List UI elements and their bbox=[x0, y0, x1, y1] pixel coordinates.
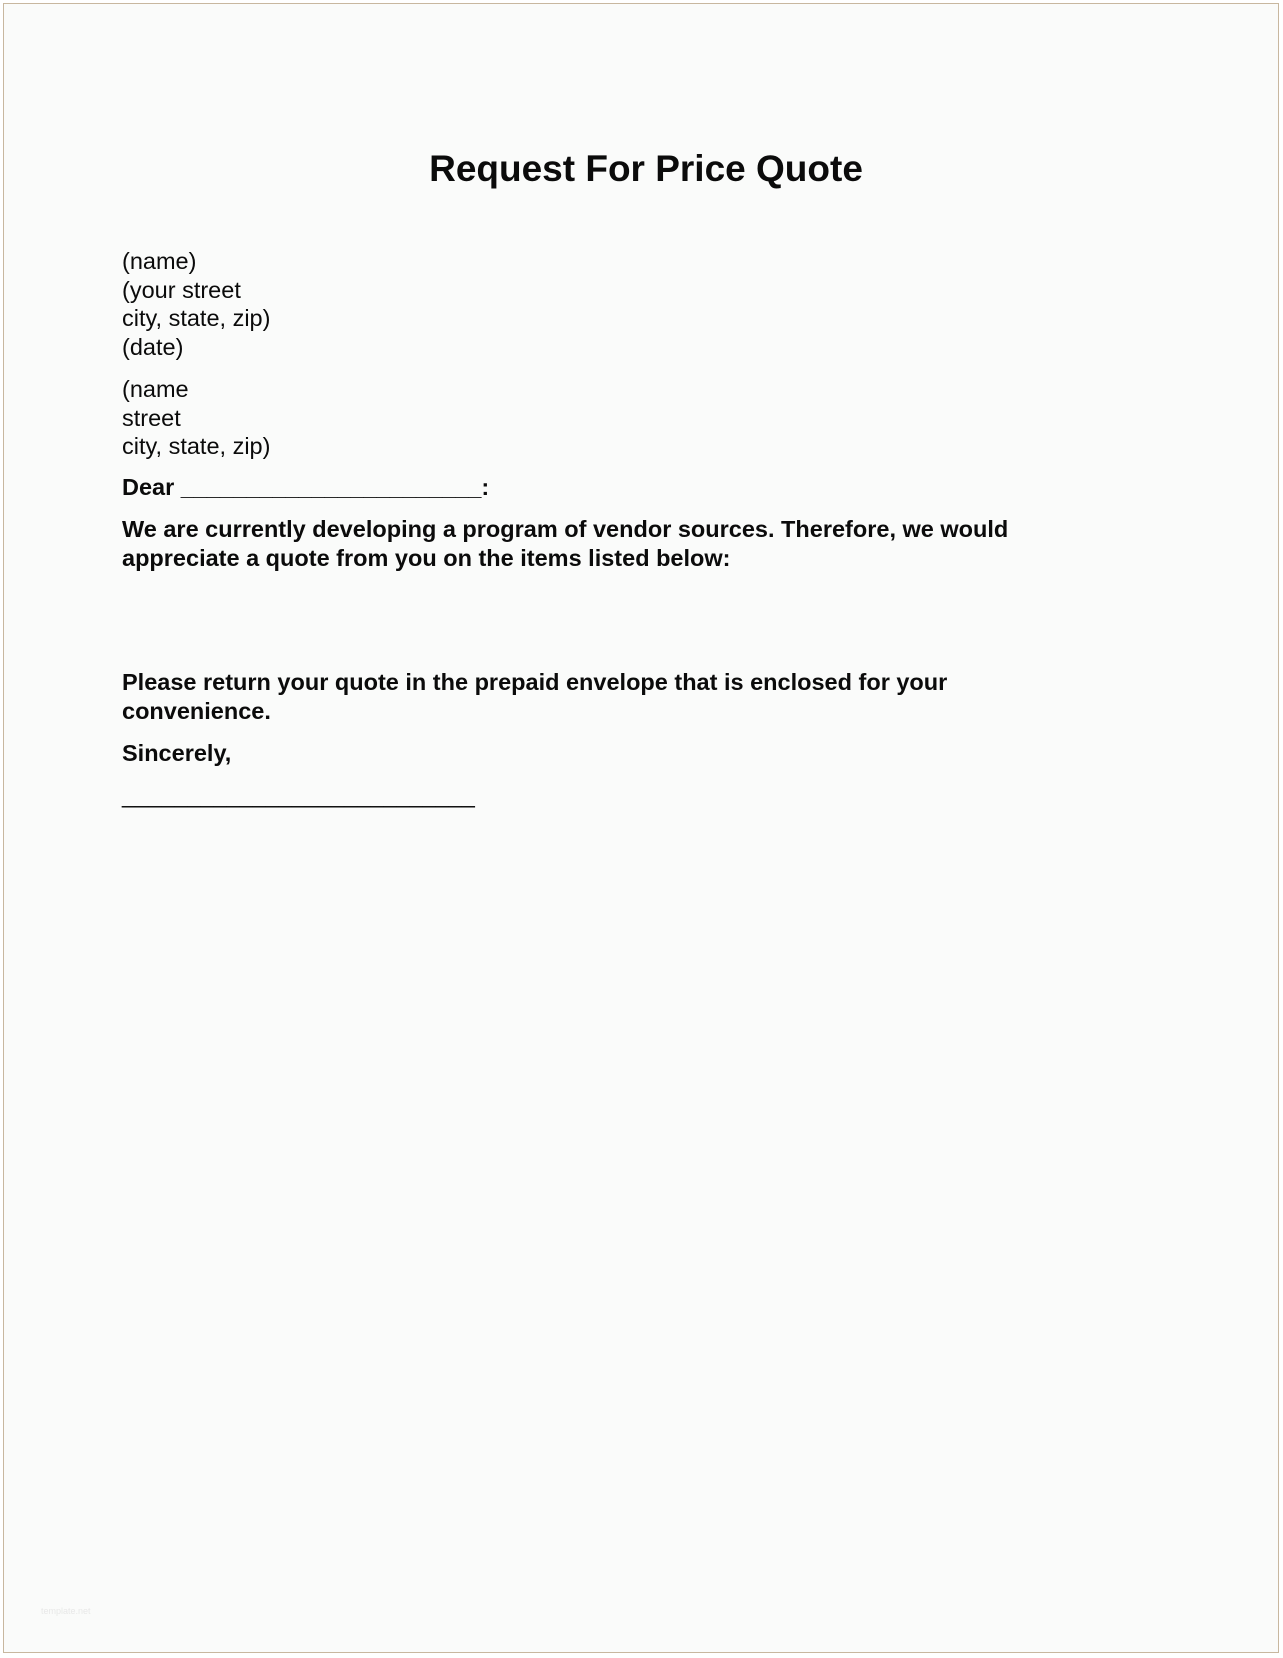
watermark: template.net bbox=[41, 1606, 91, 1616]
recipient-street: street bbox=[122, 404, 181, 431]
document-page bbox=[3, 3, 1279, 1653]
sender-name: (name) bbox=[122, 248, 197, 274]
recipient-address-block bbox=[122, 375, 270, 461]
body-paragraph-1-line-1: We are currently developing a program of vendor sources. Therefore, we would bbox=[122, 516, 1009, 542]
closing-text: Sincerely, bbox=[122, 740, 232, 766]
sender-city: city, state, zip) bbox=[122, 305, 271, 331]
letter-date: (date) bbox=[122, 333, 184, 360]
recipient-city: city, state, zip) bbox=[122, 433, 271, 459]
body-paragraph-2 bbox=[122, 668, 1122, 725]
body-paragraph-1-line-2: appreciate a quote from you on the items listed below: bbox=[122, 544, 731, 571]
sender-address-block bbox=[122, 247, 270, 361]
body-paragraph-1 bbox=[122, 515, 1122, 572]
closing bbox=[122, 739, 231, 768]
body-paragraph-2-line-2: convenience. bbox=[122, 697, 271, 724]
signature-line: ___________________________ bbox=[122, 782, 475, 808]
signature-block bbox=[122, 781, 475, 810]
salutation-text: Dear _______________________: bbox=[122, 474, 490, 500]
document-title: Request For Price Quote bbox=[429, 148, 863, 189]
body-paragraph-2-line-1: Please return your quote in the prepaid envelope that is enclosed for your bbox=[122, 669, 948, 695]
salutation bbox=[122, 473, 489, 502]
sender-street: (your street bbox=[122, 276, 241, 303]
recipient-name: (name bbox=[122, 376, 189, 402]
